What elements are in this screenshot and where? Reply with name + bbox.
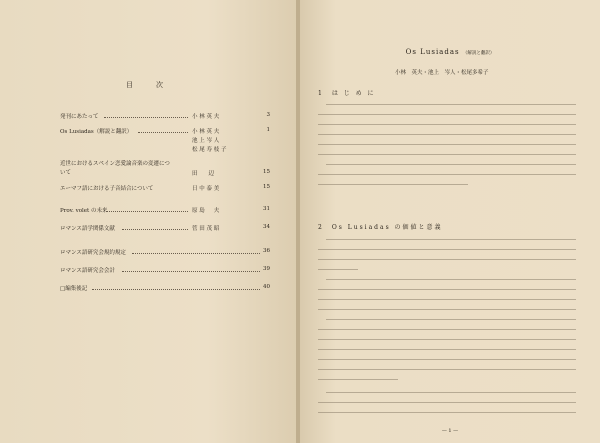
text-line [318, 299, 576, 304]
page-number: — 1 — [441, 428, 459, 434]
text-line [326, 319, 576, 324]
toc-entry-page: 31 [263, 206, 270, 212]
text-line [318, 249, 576, 254]
toc-entry-title: Prov. volet の未来 [60, 208, 108, 214]
article-title-note: （解説と翻訳） [462, 51, 495, 56]
toc-entry-author: 菅 田 茂 昭 [192, 226, 220, 232]
toc-entry-page: 3 [266, 112, 270, 118]
text-line [318, 359, 576, 364]
toc-entry-title: Os Lusiadas（解説と翻訳） [60, 129, 133, 135]
text-line [318, 349, 576, 354]
toc-co-author: 池 上 岑 人 [192, 138, 220, 144]
text-line [326, 164, 576, 169]
text-line [318, 114, 576, 119]
toc-entry[interactable] [60, 248, 270, 257]
toc-entry-author: 田 辺 [192, 171, 215, 177]
toc-co-author: 松 尾 寿 枝 子 [192, 147, 227, 153]
toc-leader [122, 229, 188, 230]
toc-entry-author: 日 中 泰 美 [192, 186, 220, 192]
text-line [318, 124, 576, 129]
toc-entry[interactable] [60, 224, 270, 233]
toc-leader [106, 211, 188, 212]
toc-entry-page: 15 [263, 169, 270, 175]
text-line [318, 154, 576, 159]
section-heading-1: 1 は じ め に [318, 90, 376, 97]
toc-entry-author: 小 林 英 夫 [192, 129, 220, 135]
text-line [318, 259, 576, 264]
toc-entry-title: ロマンス語研究会規約規定 [60, 250, 126, 256]
toc-entry-title: ロマンス語学関係文献 [60, 226, 115, 232]
toc-leader [122, 271, 260, 272]
left-page [0, 0, 297, 443]
toc-entry-page: 39 [263, 266, 270, 272]
section-heading-2: 2 Os Lusiadas の価値と意義 [318, 224, 443, 231]
toc-leader [104, 117, 188, 118]
text-line [326, 104, 576, 109]
text-line [326, 392, 576, 397]
toc-entry[interactable] [60, 112, 270, 121]
toc-entry[interactable] [60, 127, 270, 136]
toc-entry-title: 発刊にあたって [60, 114, 99, 120]
toc-entry[interactable] [60, 206, 270, 215]
toc-entry-page: 34 [263, 224, 270, 230]
text-line [326, 279, 576, 284]
toc-entry-author: 小 林 英 夫 [192, 114, 220, 120]
text-line [318, 309, 576, 314]
text-line [318, 329, 576, 334]
text-line [326, 239, 576, 244]
toc-entry-page: 15 [263, 184, 270, 190]
toc-entry-page: 1 [266, 127, 270, 133]
article-title [300, 48, 600, 56]
article-title-text: Os Lusiadas [405, 48, 460, 56]
toc-leader [138, 132, 188, 133]
text-line [318, 289, 576, 294]
text-line [318, 174, 576, 179]
toc-entry[interactable] [60, 184, 270, 193]
toc-entry[interactable] [60, 284, 270, 293]
toc-entry-page: 40 [263, 284, 270, 290]
toc-entry[interactable] [60, 266, 270, 275]
toc-entry-author: 原 島 夫 [192, 208, 220, 214]
article-authors: 小林 英夫・池上 岑人・松尾多希子 [395, 70, 489, 76]
text-line [318, 134, 576, 139]
toc-entry-page: 36 [263, 248, 270, 254]
text-line [318, 402, 576, 407]
text-line [318, 339, 576, 344]
text-line [318, 379, 398, 384]
toc-entry-title: □編集後記 [60, 286, 88, 292]
toc-entry-title: ロマンス語研究会会計 [60, 268, 115, 274]
text-line [318, 144, 576, 149]
toc-entry[interactable] [60, 160, 270, 178]
toc-entry-title: エーマフ語における子音結合について [60, 186, 154, 192]
toc-entry-title: 近世におけるスペイン恋愛論音楽の変遷について [60, 161, 170, 176]
text-line [318, 269, 358, 274]
toc-leader [92, 289, 260, 290]
text-line [318, 412, 576, 417]
toc-title: 目 次 [126, 81, 171, 89]
toc-leader [132, 253, 260, 254]
text-line [318, 184, 468, 189]
text-line [318, 369, 576, 374]
